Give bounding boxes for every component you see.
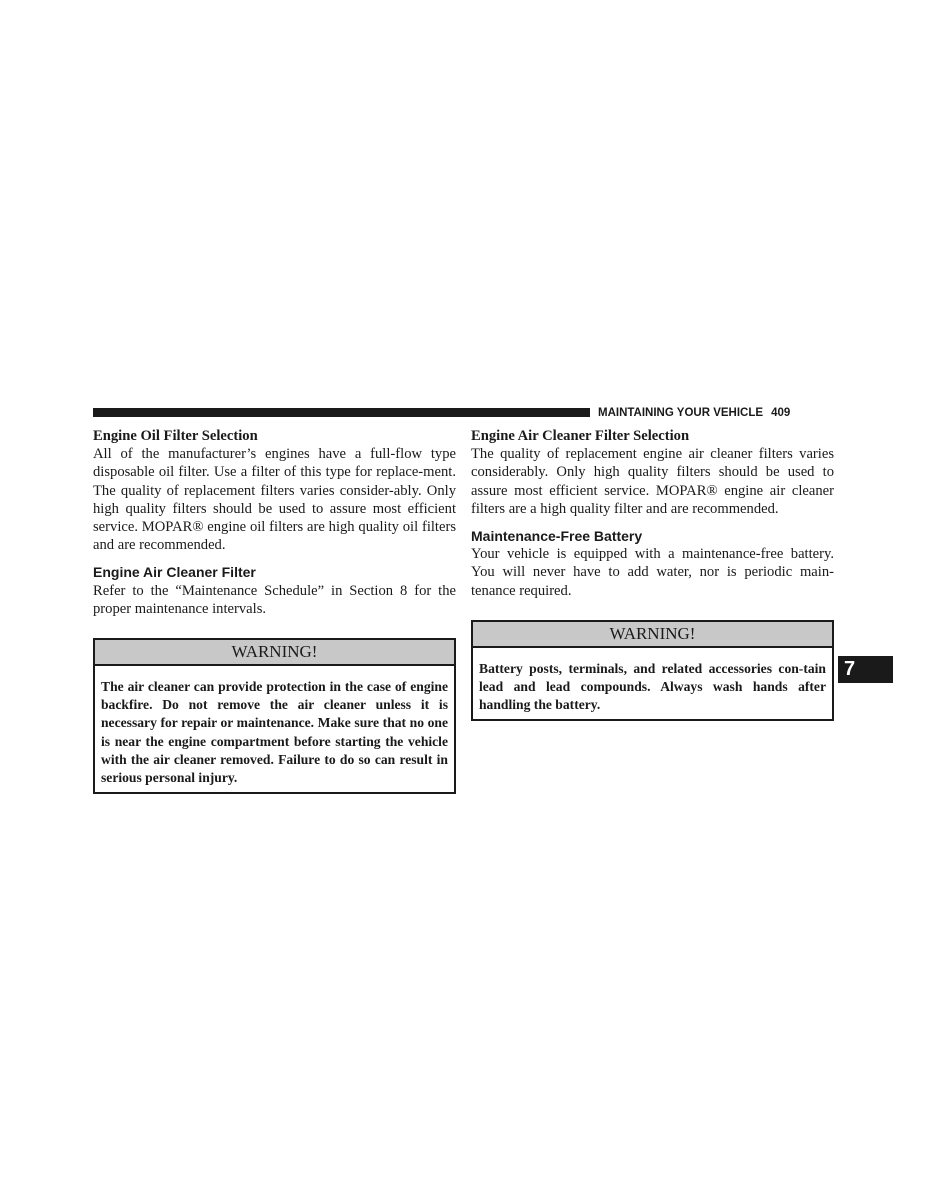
oil-filter-heading: Engine Oil Filter Selection (93, 428, 258, 444)
warning-text: Battery posts, terminals, and related accessories con-tain lead and lead compounds. Always wash hands after handling the battery. (479, 660, 826, 713)
running-header (598, 405, 838, 421)
section-title: MAINTAINING YOUR VEHICLE (598, 407, 764, 419)
left-column (93, 427, 456, 794)
warning-title: WARNING! (473, 622, 832, 648)
header-rule (93, 408, 590, 417)
air-filter-text: Refer to the “Maintenance Schedule” in Section 8 for the proper maintenance intervals. (93, 582, 456, 617)
warning-text: The air cleaner can provide protection in the case of engine backfire. Do not remove the air cleaner unless it is necessary for repair or maintenance. Make sure that no one is near the engine compartment before starting the vehicle with the air cleaner removed. Failure to do so can result in serious personal injury. (101, 679, 448, 786)
section-tab (838, 656, 893, 683)
right-column (471, 427, 834, 721)
air-cleaner-warning-box (93, 638, 456, 794)
warning-title: WARNING! (95, 640, 454, 666)
page-number: 409 (771, 407, 791, 419)
air-filter-selection-text: The quality of replacement engine air cleaner filters varies considerably. Only high quality filters should be used to assure most efficient service. MOPAR® engine air cleaner filters are a high quality filter and are recommended. (471, 446, 834, 517)
battery-warning-box (471, 620, 834, 722)
section-tab-number: 7 (844, 658, 856, 680)
oil-filter-text: All of the manufacturer’s engines have a full-flow type disposable oil filter. Use a filter of this type for replace-ment. The quality of replacement filters varies consider-ably. Only high quality filters should be used to assure most efficient service. MOPAR® engine oil filters are high quality oil filters and are recommended. (93, 446, 456, 554)
battery-heading: Maintenance-Free Battery (471, 528, 643, 545)
air-filter-heading: Engine Air Cleaner Filter (93, 564, 256, 581)
air-filter-selection-heading: Engine Air Cleaner Filter Selection (471, 428, 690, 444)
battery-text: Your vehicle is equipped with a maintenance-free battery. You will never have to add water, nor is periodic main-tenance required. (471, 546, 834, 599)
